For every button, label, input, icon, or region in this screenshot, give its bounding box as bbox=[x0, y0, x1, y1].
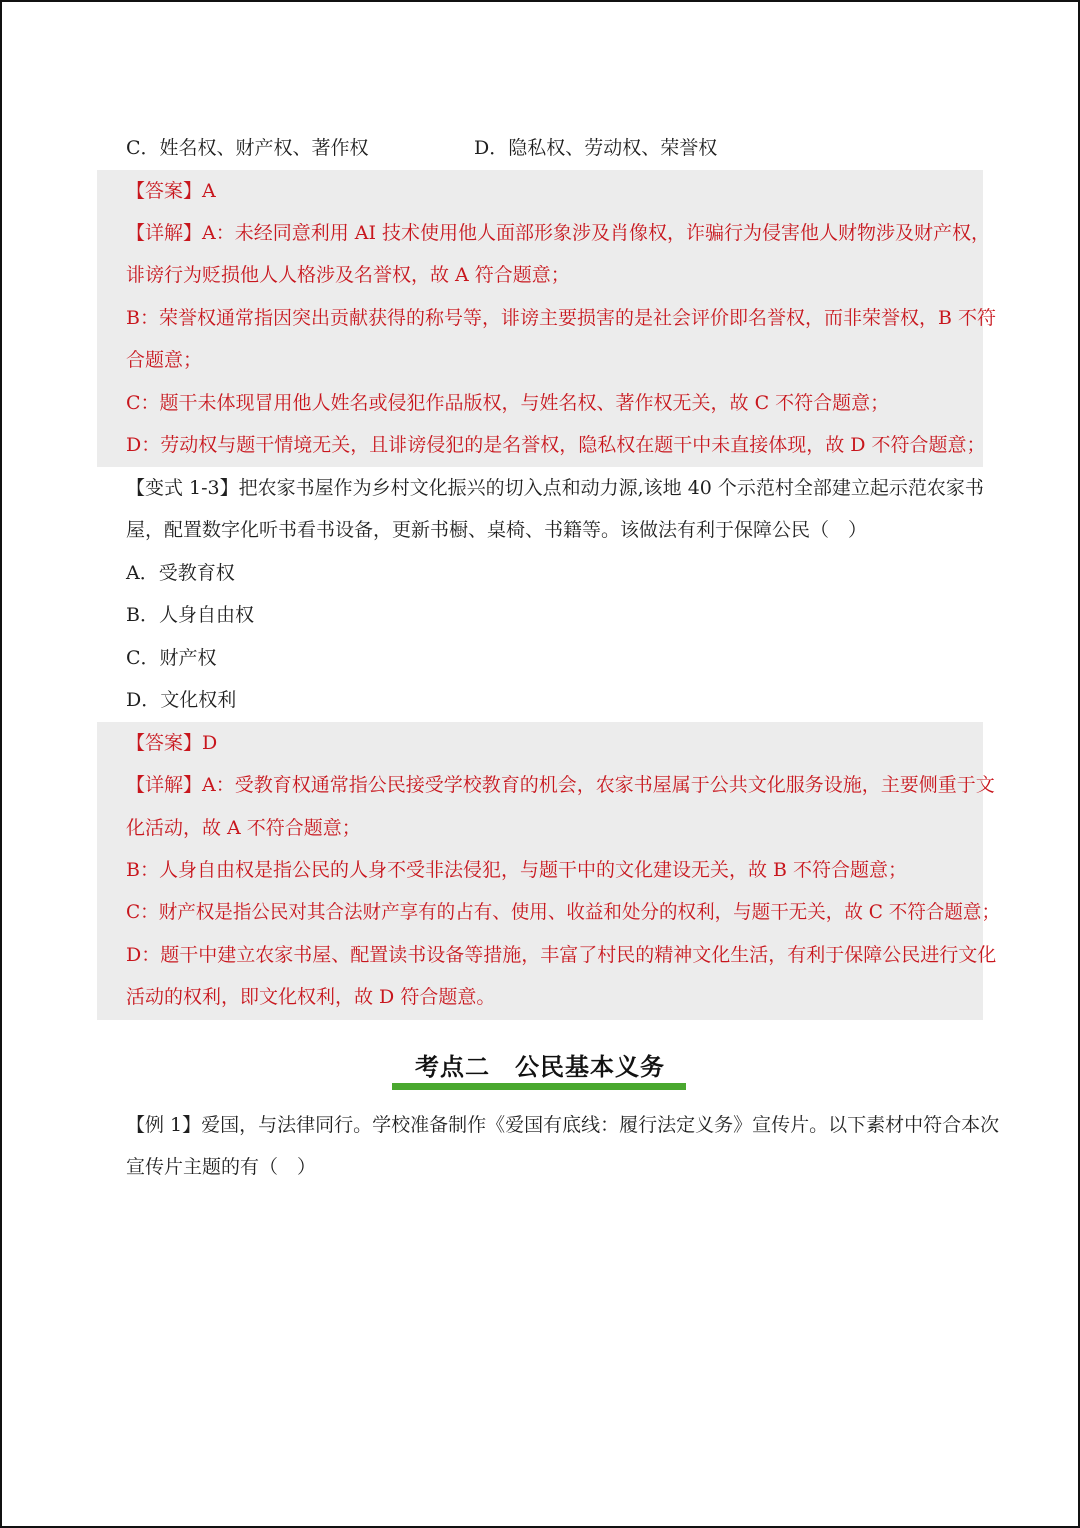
detail-2-line-5: D：题干中建立农家书屋、配置读书设备等措施，丰富了村民的精神文化生活，有利于保障公民进行文化 bbox=[126, 944, 997, 966]
detail-2-line-4: C：财产权是指公民对其合法财产享有的占有、使用、收益和处分的权利，与题干无关，故 C 不符合题意； bbox=[126, 901, 1000, 923]
section-underline bbox=[392, 1083, 686, 1090]
answer-1: 【答案】A bbox=[126, 180, 216, 202]
detail-1-line-2: 诽谤行为贬损他人人格涉及名誉权，故 A 符合题意； bbox=[126, 264, 570, 286]
detail-2-line-2: 化活动，故 A 不符合题意； bbox=[126, 817, 361, 839]
variant-option-c: C．财产权 bbox=[126, 647, 217, 669]
prev-option-c: C．姓名权、财产权、著作权 bbox=[126, 137, 369, 159]
variant-option-d: D．文化权利 bbox=[126, 689, 237, 711]
answer-2: 【答案】D bbox=[126, 732, 218, 754]
variant-stem-line-2: 屋，配置数字化听书看书设备，更新书橱、桌椅、书籍等。该做法有利于保障公民（ ） bbox=[126, 519, 868, 541]
detail-1-line-4: 合题意； bbox=[126, 349, 203, 371]
detail-2-line-6: 活动的权利，即文化权利，故 D 符合题意。 bbox=[126, 986, 496, 1008]
variant-option-a: A．受教育权 bbox=[126, 562, 235, 584]
detail-1-line-3: B：荣誉权通常指因突出贡献获得的称号等，诽谤主要损害的是社会评价即名誉权，而非荣誉权，B 不符 bbox=[126, 307, 996, 329]
variant-option-b: B．人身自由权 bbox=[126, 604, 254, 626]
detail-1-line-1: 【详解】A：未经同意利用 AI 技术使用他人面部形象涉及肖像权，诈骗行为侵害他人财物涉及财产权， bbox=[126, 222, 991, 244]
detail-1-line-5: C：题干未体现冒用他人姓名或侵犯作品版权，与姓名权、著作权无关，故 C 不符合题意； bbox=[126, 392, 890, 414]
detail-2-line-1: 【详解】A：受教育权通常指公民接受学校教育的机会，农家书屋属于公共文化服务设施，主要侧重于文 bbox=[126, 774, 995, 796]
detail-1-line-6: D：劳动权与题干情境无关，且诽谤侵犯的是名誉权，隐私权在题干中未直接体现，故 D 不符合题意； bbox=[126, 434, 986, 456]
example-stem-line-2: 宣传片主题的有（ ） bbox=[126, 1156, 317, 1178]
section-title: 考点二 公民基本义务 bbox=[415, 1053, 665, 1081]
detail-2-line-3: B：人身自由权是指公民的人身不受非法侵犯，与题干中的文化建设无关，故 B 不符合题意； bbox=[126, 859, 908, 881]
variant-stem-line-1: 【变式 1-3】把农家书屋作为乡村文化振兴的切入点和动力源,该地 40 个示范村全部建立起示范农家书 bbox=[126, 477, 984, 499]
example-stem-line-1: 【例 1】爱国，与法律同行。学校准备制作《爱国有底线：履行法定义务》宣传片。以下素材中符合本次 bbox=[126, 1114, 1000, 1136]
prev-option-d: D．隐私权、劳动权、荣誉权 bbox=[474, 137, 718, 159]
